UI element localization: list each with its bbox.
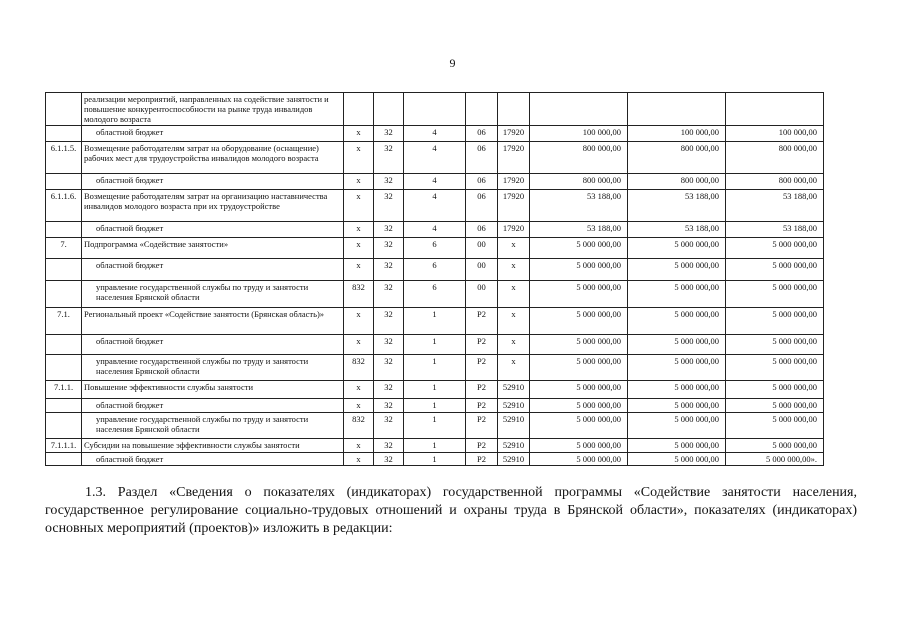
amount-year-1: 53 188,00 xyxy=(530,190,628,222)
amount-year-2: 800 000,00 xyxy=(628,174,726,190)
program-code: 32 xyxy=(374,222,404,238)
direction-code: 52910 xyxy=(498,381,530,399)
amount-year-3: 5 000 000,00». xyxy=(726,453,824,466)
direction-code: 52910 xyxy=(498,453,530,466)
grbs-code: x xyxy=(344,335,374,355)
row-name: управление государственной службы по труду и занятости населения Брянской области xyxy=(82,413,344,439)
amount-year-2: 5 000 000,00 xyxy=(628,439,726,453)
subprogram-code: 1 xyxy=(404,335,466,355)
program-code: 32 xyxy=(374,439,404,453)
amount-year-2: 5 000 000,00 xyxy=(628,413,726,439)
program-code: 32 xyxy=(374,259,404,281)
measure-code: Р2 xyxy=(466,413,498,439)
direction-code: x xyxy=(498,259,530,281)
row-number xyxy=(46,126,82,142)
amount-year-3: 5 000 000,00 xyxy=(726,399,824,413)
row-number: 6.1.1.6. xyxy=(46,190,82,222)
program-code: 32 xyxy=(374,399,404,413)
subprogram-code: 4 xyxy=(404,190,466,222)
amount-year-2: 5 000 000,00 xyxy=(628,238,726,259)
amount-year-3: 5 000 000,00 xyxy=(726,281,824,308)
program-code: 32 xyxy=(374,381,404,399)
amount-year-2: 5 000 000,00 xyxy=(628,355,726,381)
amount-year-3: 5 000 000,00 xyxy=(726,413,824,439)
program-code: 32 xyxy=(374,281,404,308)
amount-year-3: 5 000 000,00 xyxy=(726,259,824,281)
measure-code: 06 xyxy=(466,174,498,190)
budget-table xyxy=(45,92,824,466)
row-number xyxy=(46,259,82,281)
amount-year-3 xyxy=(726,93,824,126)
amount-year-1: 100 000,00 xyxy=(530,126,628,142)
grbs-code: x xyxy=(344,308,374,335)
subprogram-code: 4 xyxy=(404,222,466,238)
amount-year-2: 5 000 000,00 xyxy=(628,308,726,335)
row-number xyxy=(46,93,82,126)
direction-code: 17920 xyxy=(498,126,530,142)
subprogram-code: 1 xyxy=(404,399,466,413)
subprogram-code: 1 xyxy=(404,355,466,381)
direction-code: x xyxy=(498,335,530,355)
measure-code: Р2 xyxy=(466,453,498,466)
program-code: 32 xyxy=(374,142,404,174)
row-number: 7.1. xyxy=(46,308,82,335)
amount-year-3: 5 000 000,00 xyxy=(726,381,824,399)
program-code: 32 xyxy=(374,190,404,222)
section-paragraph: 1.3. Раздел «Сведения о показателях (индикаторах) государственной программы «Содействие занятости населения, государственное регулирование социально-трудовых отношений и охраны труда в Брянской области», показателях (индикаторах) основных мероприятий (проектов)» изложить в редакции: xyxy=(45,485,857,536)
row-name: областной бюджет xyxy=(82,174,344,190)
amount-year-2: 800 000,00 xyxy=(628,142,726,174)
amount-year-2: 5 000 000,00 xyxy=(628,399,726,413)
row-name: областной бюджет xyxy=(82,335,344,355)
direction-code: 52910 xyxy=(498,413,530,439)
amount-year-3: 53 188,00 xyxy=(726,222,824,238)
row-number xyxy=(46,335,82,355)
direction-code: 17920 xyxy=(498,142,530,174)
subprogram-code: 1 xyxy=(404,381,466,399)
grbs-code: x xyxy=(344,439,374,453)
program-code: 32 xyxy=(374,126,404,142)
table-body xyxy=(46,93,824,466)
table-row xyxy=(46,381,824,399)
measure-code: 00 xyxy=(466,281,498,308)
amount-year-2: 53 188,00 xyxy=(628,190,726,222)
subprogram-code: 1 xyxy=(404,413,466,439)
measure-code: 06 xyxy=(466,142,498,174)
amount-year-1: 5 000 000,00 xyxy=(530,281,628,308)
subprogram-code: 1 xyxy=(404,308,466,335)
row-name: областной бюджет xyxy=(82,453,344,466)
amount-year-3: 53 188,00 xyxy=(726,190,824,222)
amount-year-1: 5 000 000,00 xyxy=(530,308,628,335)
amount-year-1: 5 000 000,00 xyxy=(530,439,628,453)
grbs-code: x xyxy=(344,190,374,222)
row-number xyxy=(46,281,82,308)
row-name: реализации мероприятий, направленных на содействие занятости и повышение конкурентоспособности на рынке труда инвалидов молодого возраста xyxy=(82,93,344,126)
amount-year-3: 100 000,00 xyxy=(726,126,824,142)
amount-year-2: 100 000,00 xyxy=(628,126,726,142)
measure-code: 06 xyxy=(466,126,498,142)
row-number xyxy=(46,222,82,238)
row-name: Возмещение работодателям затрат на организацию наставничества инвалидов молодого возраста при их трудоустройстве xyxy=(82,190,344,222)
direction-code xyxy=(498,93,530,126)
amount-year-1: 5 000 000,00 xyxy=(530,355,628,381)
direction-code: x xyxy=(498,355,530,381)
table-row xyxy=(46,222,824,238)
row-number xyxy=(46,413,82,439)
row-number: 7.1.1. xyxy=(46,381,82,399)
subprogram-code: 4 xyxy=(404,142,466,174)
grbs-code: x xyxy=(344,142,374,174)
program-code xyxy=(374,93,404,126)
row-number: 7.1.1.1. xyxy=(46,439,82,453)
row-name: Возмещение работодателям затрат на оборудование (оснащение) рабочих мест для трудоустройства инвалидов молодого возраста xyxy=(82,142,344,174)
amount-year-2: 5 000 000,00 xyxy=(628,335,726,355)
page-number: 9 xyxy=(449,56,456,70)
amount-year-2: 5 000 000,00 xyxy=(628,259,726,281)
amount-year-1: 53 188,00 xyxy=(530,222,628,238)
row-name: Субсидии на повышение эффективности службы занятости xyxy=(82,439,344,453)
table-row xyxy=(46,355,824,381)
amount-year-3: 5 000 000,00 xyxy=(726,439,824,453)
program-code: 32 xyxy=(374,174,404,190)
grbs-code: 832 xyxy=(344,413,374,439)
row-number xyxy=(46,355,82,381)
direction-code: 17920 xyxy=(498,222,530,238)
table-row xyxy=(46,281,824,308)
row-number xyxy=(46,174,82,190)
subprogram-code: 6 xyxy=(404,238,466,259)
amount-year-2: 53 188,00 xyxy=(628,222,726,238)
subprogram-code: 6 xyxy=(404,259,466,281)
row-name: областной бюджет xyxy=(82,399,344,413)
direction-code: x xyxy=(498,308,530,335)
grbs-code xyxy=(344,93,374,126)
subprogram-code: 1 xyxy=(404,453,466,466)
grbs-code: x xyxy=(344,222,374,238)
amount-year-1: 5 000 000,00 xyxy=(530,259,628,281)
measure-code: Р2 xyxy=(466,399,498,413)
program-code: 32 xyxy=(374,308,404,335)
measure-code: 06 xyxy=(466,222,498,238)
row-number: 7. xyxy=(46,238,82,259)
measure-code: Р2 xyxy=(466,308,498,335)
table-row xyxy=(46,174,824,190)
direction-code: 17920 xyxy=(498,190,530,222)
amount-year-1: 5 000 000,00 xyxy=(530,335,628,355)
amount-year-1: 5 000 000,00 xyxy=(530,381,628,399)
measure-code: Р2 xyxy=(466,439,498,453)
amount-year-2: 5 000 000,00 xyxy=(628,381,726,399)
direction-code: x xyxy=(498,238,530,259)
direction-code: x xyxy=(498,281,530,308)
amount-year-1: 5 000 000,00 xyxy=(530,399,628,413)
table-row xyxy=(46,238,824,259)
program-code: 32 xyxy=(374,335,404,355)
row-name: Региональный проект «Содействие занятости (Брянская область)» xyxy=(82,308,344,335)
grbs-code: x xyxy=(344,381,374,399)
measure-code: Р2 xyxy=(466,355,498,381)
amount-year-1: 5 000 000,00 xyxy=(530,453,628,466)
table-row xyxy=(46,399,824,413)
row-name: управление государственной службы по труду и занятости населения Брянской области xyxy=(82,281,344,308)
amount-year-3: 5 000 000,00 xyxy=(726,335,824,355)
subprogram-code: 1 xyxy=(404,439,466,453)
table-row xyxy=(46,126,824,142)
direction-code: 52910 xyxy=(498,439,530,453)
row-number: 6.1.1.5. xyxy=(46,142,82,174)
grbs-code: x xyxy=(344,238,374,259)
table-row xyxy=(46,142,824,174)
amount-year-3: 800 000,00 xyxy=(726,142,824,174)
subprogram-code: 6 xyxy=(404,281,466,308)
measure-code: 06 xyxy=(466,190,498,222)
table-row xyxy=(46,190,824,222)
table-row xyxy=(46,335,824,355)
amount-year-3: 5 000 000,00 xyxy=(726,355,824,381)
grbs-code: 832 xyxy=(344,281,374,308)
amount-year-1: 800 000,00 xyxy=(530,174,628,190)
amount-year-1 xyxy=(530,93,628,126)
measure-code: 00 xyxy=(466,238,498,259)
table-row xyxy=(46,93,824,126)
amount-year-3: 5 000 000,00 xyxy=(726,308,824,335)
table-row xyxy=(46,439,824,453)
table-row xyxy=(46,308,824,335)
table-row xyxy=(46,453,824,466)
amount-year-1: 800 000,00 xyxy=(530,142,628,174)
grbs-code: x xyxy=(344,174,374,190)
row-name: областной бюджет xyxy=(82,259,344,281)
measure-code xyxy=(466,93,498,126)
grbs-code: x xyxy=(344,453,374,466)
subprogram-code: 4 xyxy=(404,174,466,190)
subprogram-code xyxy=(404,93,466,126)
measure-code: Р2 xyxy=(466,335,498,355)
grbs-code: x xyxy=(344,126,374,142)
grbs-code: x xyxy=(344,399,374,413)
amount-year-1: 5 000 000,00 xyxy=(530,413,628,439)
program-code: 32 xyxy=(374,355,404,381)
row-name: областной бюджет xyxy=(82,222,344,238)
row-number xyxy=(46,399,82,413)
program-code: 32 xyxy=(374,238,404,259)
row-number xyxy=(46,453,82,466)
row-name: управление государственной службы по труду и занятости населения Брянской области xyxy=(82,355,344,381)
amount-year-1: 5 000 000,00 xyxy=(530,238,628,259)
subprogram-code: 4 xyxy=(404,126,466,142)
program-code: 32 xyxy=(374,453,404,466)
amount-year-2 xyxy=(628,93,726,126)
measure-code: Р2 xyxy=(466,381,498,399)
row-name: областной бюджет xyxy=(82,126,344,142)
direction-code: 52910 xyxy=(498,399,530,413)
measure-code: 00 xyxy=(466,259,498,281)
grbs-code: x xyxy=(344,259,374,281)
row-name: Подпрограмма «Содействие занятости» xyxy=(82,238,344,259)
amount-year-3: 800 000,00 xyxy=(726,174,824,190)
program-code: 32 xyxy=(374,413,404,439)
amount-year-2: 5 000 000,00 xyxy=(628,281,726,308)
amount-year-3: 5 000 000,00 xyxy=(726,238,824,259)
amount-year-2: 5 000 000,00 xyxy=(628,453,726,466)
table-row xyxy=(46,259,824,281)
direction-code: 17920 xyxy=(498,174,530,190)
row-name: Повышение эффективности службы занятости xyxy=(82,381,344,399)
table-row xyxy=(46,413,824,439)
grbs-code: 832 xyxy=(344,355,374,381)
